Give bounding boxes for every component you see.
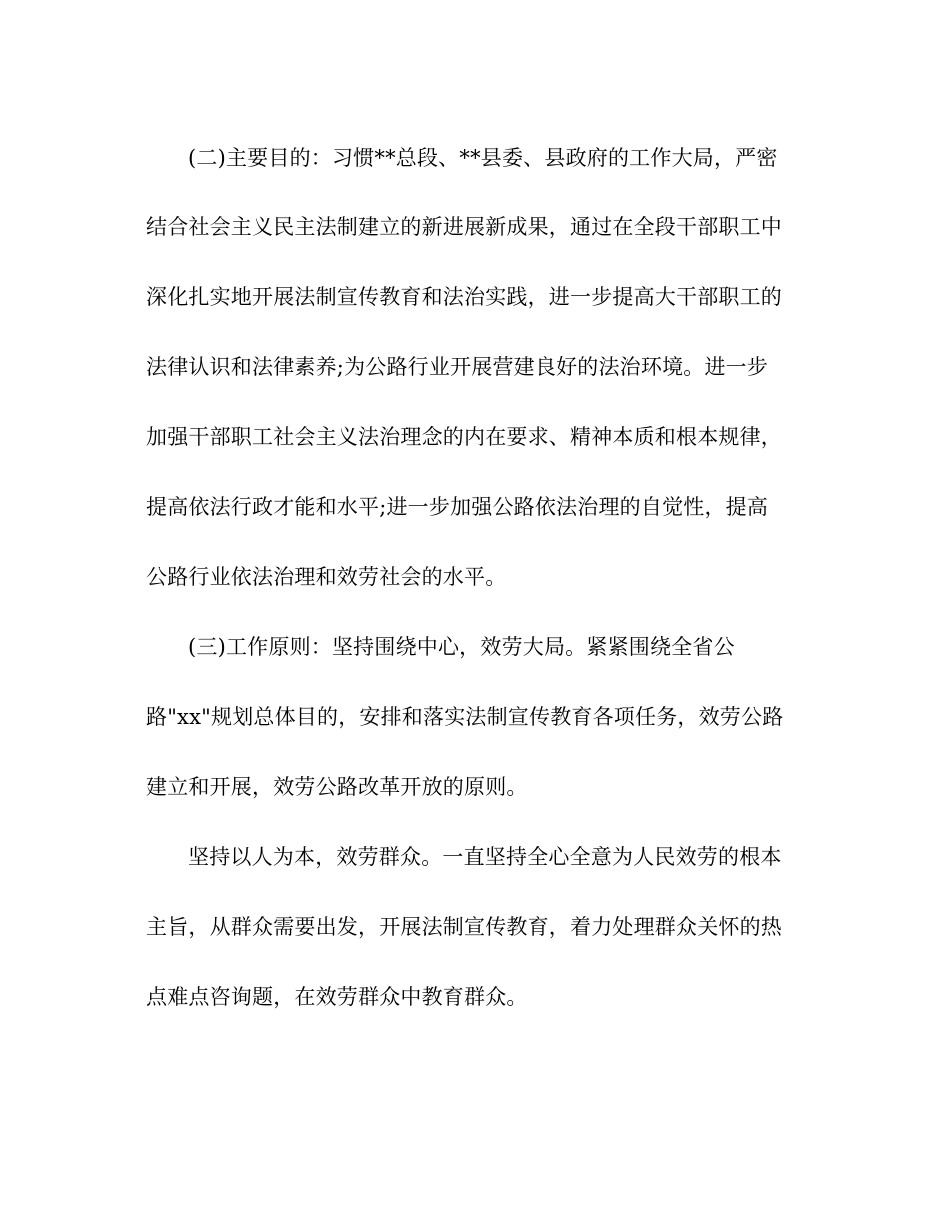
paragraph-line: 路"xx"规划总体目的，安排和落实法制宣传教育各项任务，效劳公路 [146,705,784,729]
paragraph-line: (三)工作原则：坚持围绕中心，效劳大局。紧紧围绕全省公 [188,635,735,659]
paragraph-line: 结合社会主义民主法制建立的新进展新成果，通过在全段干部职工中 [146,215,782,239]
paragraph-line: (二)主要目的：习惯**总段、**县委、县政府的工作大局，严密 [188,146,778,170]
paragraph-line: 提高依法行政才能和水平;进一步加强公路依法治理的自觉性，提高 [146,495,769,519]
paragraph-line: 加强干部职工社会主义法治理念的内在要求、精神本质和根本规律， [146,425,782,449]
paragraph-line: 公路行业依法治理和效劳社会的水平。 [146,565,507,589]
paragraph-line: 深化扎实地开展法制宣传教育和法治实践，进一步提高大干部职工的 [146,285,782,309]
paragraph-line: 法律认识和法律素养;为公路行业开展营建良好的法治环境。进一步 [146,355,769,379]
paragraph-line: 坚持以人为本，效劳群众。一直坚持全心全意为人民效劳的根本 [188,845,782,869]
paragraph-line: 点难点咨询题，在效劳群众中教育群众。 [146,985,528,1009]
paragraph-line: 主旨，从群众需要出发，开展法制宣传教育，着力处理群众关怀的热 [146,915,782,939]
paragraph-line: 建立和开展，效劳公路改革开放的原则。 [146,775,528,799]
